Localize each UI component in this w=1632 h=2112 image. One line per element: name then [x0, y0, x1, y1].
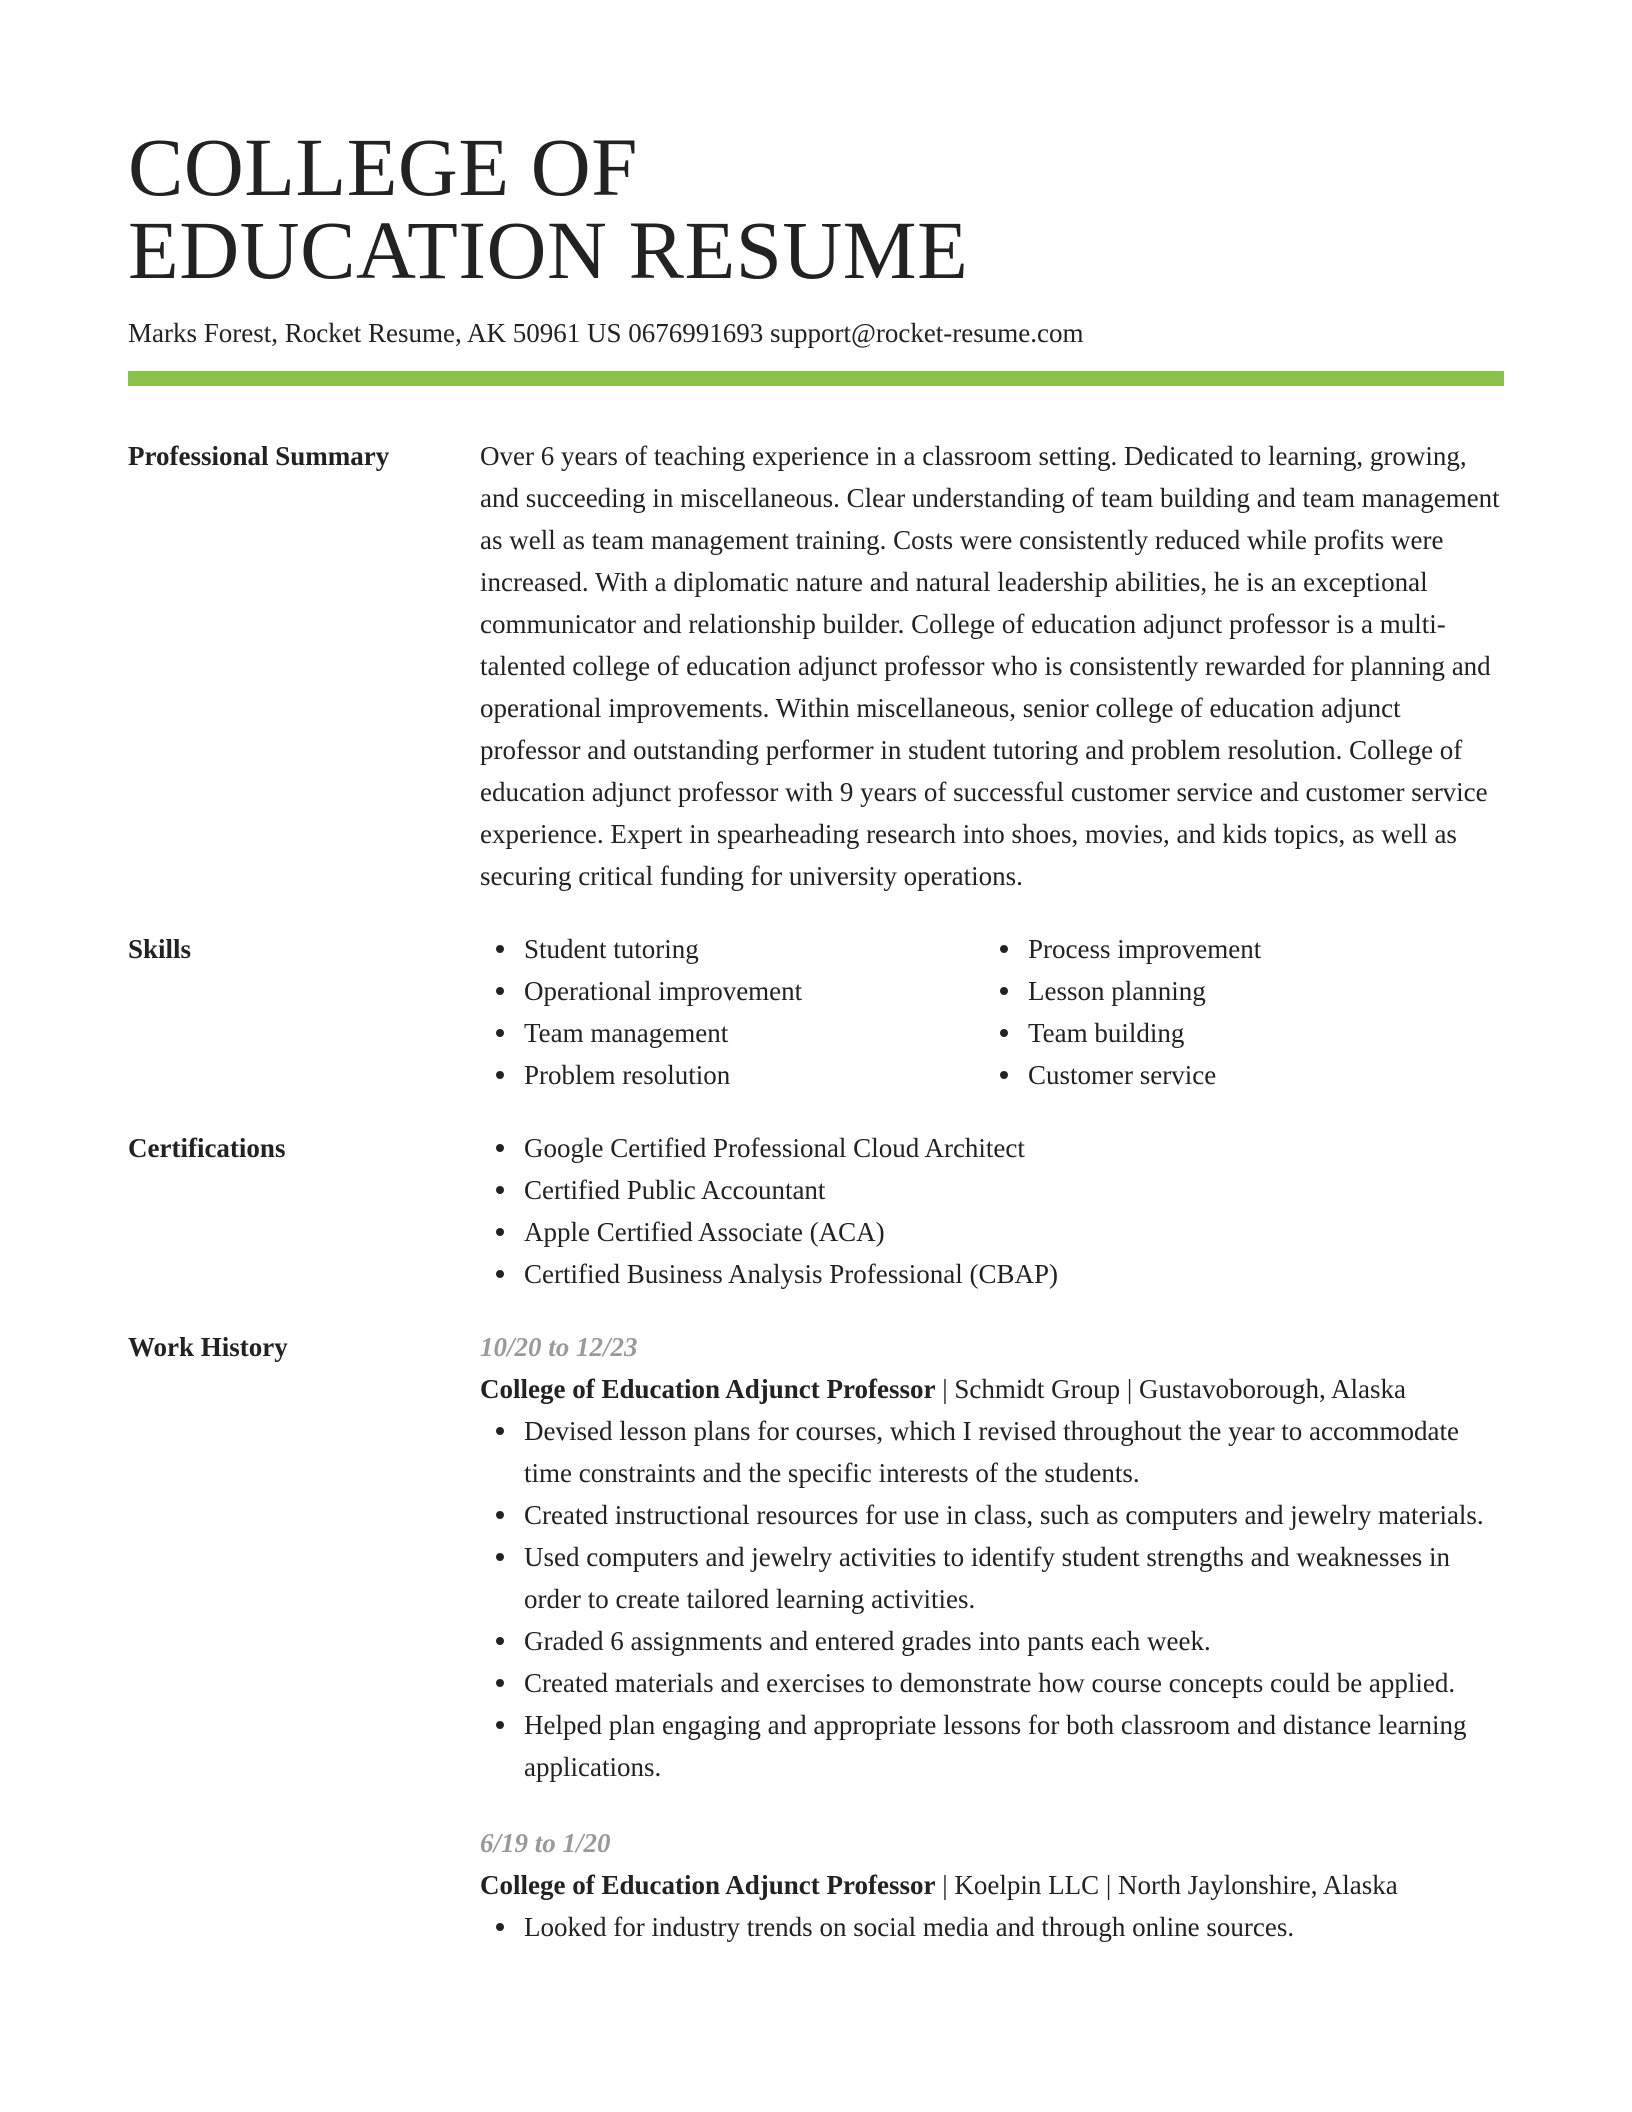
certification-item: Apple Certified Associate (ACA) — [524, 1211, 1504, 1253]
skill-item: Process improvement — [1028, 928, 1488, 970]
contact-info: Marks Forest, Rocket Resume, AK 50961 US 0676991693 support@rocket-resume.com — [128, 318, 1084, 348]
skill-item: Operational improvement — [524, 970, 984, 1012]
resume-title — [128, 121, 1504, 296]
skills-column-1 — [480, 928, 984, 1096]
skills-column-2 — [984, 928, 1488, 1096]
skill-item: Team building — [1028, 1012, 1488, 1054]
job-details: | Koelpin LLC | North Jaylonshire, Alaska — [935, 1870, 1398, 1900]
work-history-section — [128, 1326, 1504, 1948]
certification-item: Certified Public Accountant — [524, 1169, 1504, 1211]
certifications-label: Certifications — [128, 1133, 286, 1163]
skill-item: Student tutoring — [524, 928, 984, 970]
skills-section — [128, 928, 1504, 1096]
certifications-section — [128, 1127, 1504, 1295]
job-details: | Schmidt Group | Gustavoborough, Alaska — [935, 1374, 1407, 1404]
job-bullet: Devised lesson plans for courses, which I revised throughout the year to accommodate time constraints and the specific interests of the students. — [524, 1410, 1504, 1494]
job-dates: 10/20 to 12/23 — [480, 1332, 638, 1362]
skills-label: Skills — [128, 934, 192, 964]
job-bullet: Used computers and jewelry activities to identify student strengths and weaknesses in order to create tailored learning activities. — [524, 1536, 1504, 1620]
work-history-label: Work History — [128, 1332, 288, 1362]
title-line-1: COLLEGE OF — [128, 121, 638, 213]
summary-text: Over 6 years of teaching experience in a classroom setting. Dedicated to learning, growing, and succeeding in miscellaneous. Clear understanding of team building and team management as well as team management training. Costs were consistently reduced while profits were increased. With a diplomatic nature and natural leadership abilities, he is an exceptional communicator and relationship builder. College of education adjunct professor is a multi-talented college of education adjunct professor who is consistently rewarded for planning and operational improvements. Within miscellaneous, senior college of education adjunct professor and outstanding performer in student tutoring and problem resolution. College of education adjunct professor with 9 years of successful customer service and customer service experience. Expert in spearheading research into shoes, movies, and kids topics, as well as securing critical funding for university operations. — [480, 441, 1500, 891]
certification-item: Certified Business Analysis Professional (CBAP) — [524, 1253, 1504, 1295]
job-bullet: Graded 6 assignments and entered grades into pants each week. — [524, 1620, 1504, 1662]
job-bullet: Helped plan engaging and appropriate lessons for both classroom and distance learning applications. — [524, 1704, 1504, 1788]
title-line-2: EDUCATION RESUME — [128, 204, 969, 296]
certification-item: Google Certified Professional Cloud Architect — [524, 1127, 1504, 1169]
job-dates: 6/19 to 1/20 — [480, 1828, 611, 1858]
skills-grid — [480, 928, 1504, 1096]
accent-divider — [128, 371, 1504, 386]
job-bullet: Looked for industry trends on social media and through online sources. — [524, 1906, 1504, 1948]
job-bullet: Created instructional resources for use in class, such as computers and jewelry materials. — [524, 1494, 1504, 1536]
resume-page — [128, 121, 1504, 1948]
job-bullets — [480, 1410, 1504, 1788]
job-heading — [480, 1864, 1504, 1906]
skill-item: Lesson planning — [1028, 970, 1488, 1012]
job-bullet: Created materials and exercises to demonstrate how course concepts could be applied. — [524, 1662, 1504, 1704]
certifications-list — [480, 1127, 1504, 1295]
job-bullets — [480, 1906, 1504, 1948]
job-title: College of Education Adjunct Professor — [480, 1374, 936, 1404]
summary-label: Professional Summary — [128, 441, 390, 471]
skill-item: Problem resolution — [524, 1054, 984, 1096]
skill-item: Customer service — [1028, 1054, 1488, 1096]
summary-section — [128, 435, 1504, 897]
job-entry — [480, 1326, 1504, 1788]
job-heading — [480, 1368, 1504, 1410]
skill-item: Team management — [524, 1012, 984, 1054]
job-entry — [480, 1822, 1504, 1948]
job-title: College of Education Adjunct Professor — [480, 1870, 936, 1900]
